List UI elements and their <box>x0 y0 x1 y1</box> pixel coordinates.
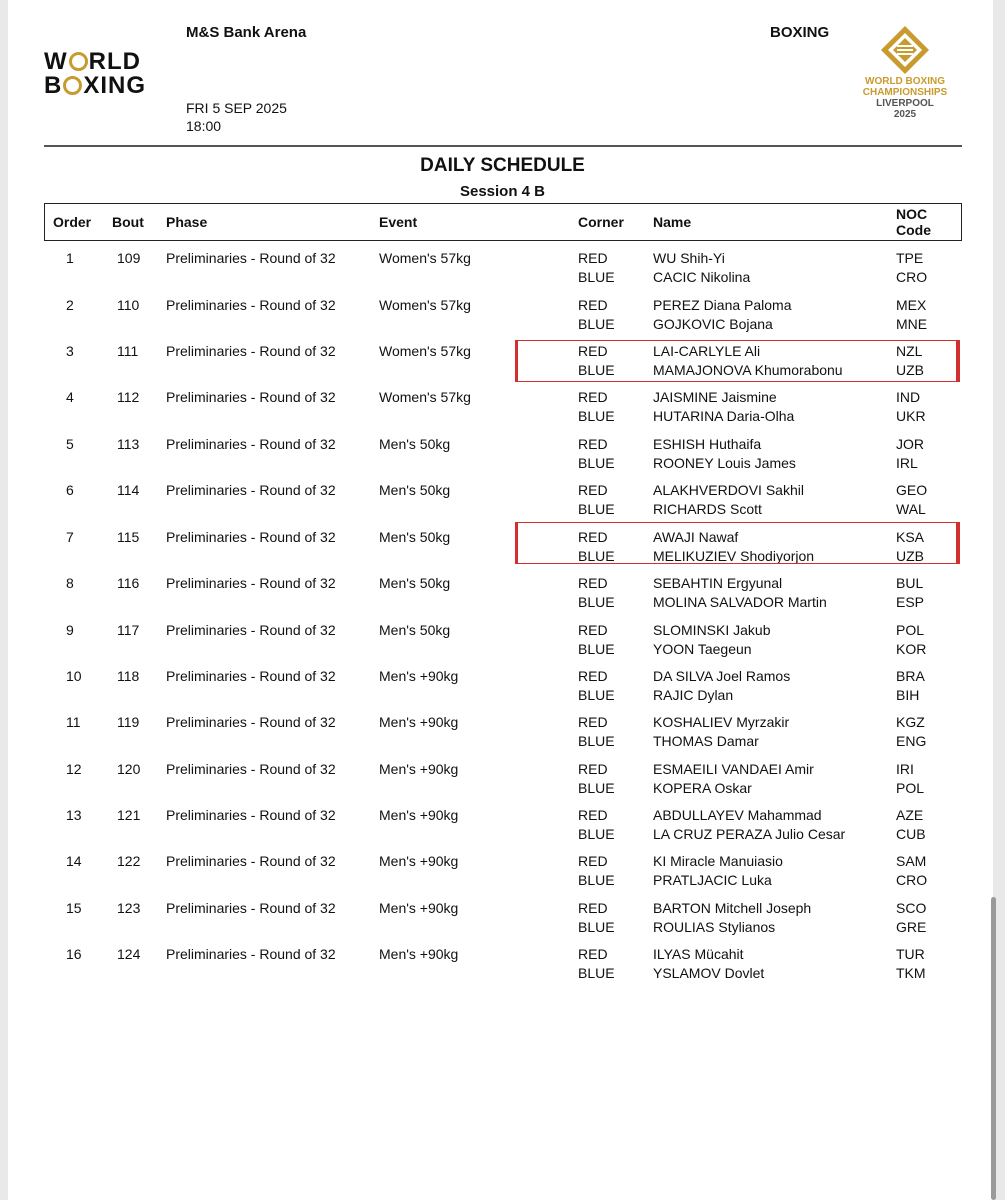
bout-cell: 122 <box>117 853 141 869</box>
blue-boxer-name: YOON Taegeun <box>653 641 752 657</box>
blue-corner: BLUE <box>578 362 615 378</box>
red-noc-code: IRI <box>896 761 914 777</box>
sport-name: BOXING <box>770 24 830 41</box>
bout-cell: 120 <box>117 761 141 777</box>
event-cell: Men's +90kg <box>379 807 459 823</box>
phase-cell: Preliminaries - Round of 32 <box>166 250 336 266</box>
ring-icon <box>69 52 88 71</box>
col-code: Code <box>896 222 931 238</box>
red-boxer-name: SLOMINSKI Jakub <box>653 622 771 638</box>
red-noc-code: BUL <box>896 575 924 591</box>
phase-cell: Preliminaries - Round of 32 <box>166 622 336 638</box>
red-boxer-name: ESMAEILI VANDAEI Amir <box>653 761 814 777</box>
championships-logo: WORLD BOXING CHAMPIONSHIPS LIVERPOOL 2025 <box>845 24 965 120</box>
phase-cell: Preliminaries - Round of 32 <box>166 900 336 916</box>
bout-cell: 123 <box>117 900 141 916</box>
order-cell: 2 <box>66 297 74 313</box>
red-noc-code: TPE <box>896 250 924 266</box>
order-cell: 15 <box>66 900 82 916</box>
phase-cell: Preliminaries - Round of 32 <box>166 343 336 359</box>
event-cell: Men's +90kg <box>379 668 459 684</box>
table-row <box>0 853 1005 893</box>
event-cell: Men's +90kg <box>379 761 459 777</box>
order-cell: 3 <box>66 343 74 359</box>
col-order: Order <box>53 214 92 230</box>
col-corner: Corner <box>578 214 624 230</box>
order-cell: 1 <box>66 250 74 266</box>
table-row <box>0 389 1005 429</box>
blue-boxer-name: YSLAMOV Dovlet <box>653 965 765 981</box>
blue-boxer-name: GOJKOVIC Bojana <box>653 316 773 332</box>
red-boxer-name: PEREZ Diana Paloma <box>653 297 792 313</box>
order-cell: 8 <box>66 575 74 591</box>
red-boxer-name: WU Shih-Yi <box>653 250 725 266</box>
table-row <box>0 900 1005 940</box>
bout-cell: 121 <box>117 807 141 823</box>
order-cell: 12 <box>66 761 82 777</box>
blue-noc-code: UZB <box>896 548 924 564</box>
phase-cell: Preliminaries - Round of 32 <box>166 575 336 591</box>
blue-noc-code: IRL <box>896 455 918 471</box>
red-corner: RED <box>578 529 608 545</box>
order-cell: 11 <box>66 714 81 730</box>
blue-boxer-name: HUTARINA Daria-Olha <box>653 408 795 424</box>
blue-noc-code: BIH <box>896 687 920 703</box>
col-name: Name <box>653 214 692 230</box>
table-row <box>0 946 1005 986</box>
session-label: Session 4 B <box>459 183 546 200</box>
order-cell: 9 <box>66 622 74 638</box>
blue-noc-code: CRO <box>896 269 928 285</box>
red-boxer-name: AWAJI Nawaf <box>653 529 739 545</box>
red-corner: RED <box>578 622 608 638</box>
phase-cell: Preliminaries - Round of 32 <box>166 761 336 777</box>
red-corner: RED <box>578 389 608 405</box>
red-noc-code: KSA <box>896 529 925 545</box>
phase-cell: Preliminaries - Round of 32 <box>166 482 336 498</box>
blue-corner: BLUE <box>578 826 615 842</box>
header-divider <box>44 145 962 147</box>
red-boxer-name: LAI-CARLYLE Ali <box>653 343 761 359</box>
red-corner: RED <box>578 297 608 313</box>
blue-corner: BLUE <box>578 316 615 332</box>
event-cell: Women's 57kg <box>379 343 471 359</box>
bout-cell: 115 <box>117 529 140 545</box>
blue-boxer-name: RAJIC Dylan <box>653 687 734 703</box>
event-cell: Men's 50kg <box>379 575 451 591</box>
col-noc: NOC <box>896 206 928 222</box>
red-boxer-name: ABDULLAYEV Mahammad <box>653 807 822 823</box>
blue-noc-code: CRO <box>896 872 928 888</box>
blue-corner: BLUE <box>578 965 615 981</box>
blue-boxer-name: KOPERA Oskar <box>653 780 752 796</box>
blue-noc-code: CUB <box>896 826 926 842</box>
red-noc-code: BRA <box>896 668 925 684</box>
red-noc-code: TUR <box>896 946 925 962</box>
red-noc-code: MEX <box>896 297 927 313</box>
red-boxer-name: KOSHALIEV Myrzakir <box>653 714 790 730</box>
red-boxer-name: ESHISH Huthaifa <box>653 436 762 452</box>
red-corner: RED <box>578 436 608 452</box>
bout-cell: 113 <box>117 436 140 452</box>
red-boxer-name: SEBAHTIN Ergyunal <box>653 575 783 591</box>
blue-boxer-name: ROONEY Louis James <box>653 455 796 471</box>
blue-boxer-name: PRATLJACIC Luka <box>653 872 772 888</box>
championships-emblem-icon <box>879 24 931 76</box>
bout-cell: 111 <box>117 343 139 359</box>
event-cell: Men's 50kg <box>379 622 451 638</box>
phase-cell: Preliminaries - Round of 32 <box>166 807 336 823</box>
red-corner: RED <box>578 343 608 359</box>
phase-cell: Preliminaries - Round of 32 <box>166 529 336 545</box>
blue-noc-code: POL <box>896 780 925 796</box>
event-cell: Men's 50kg <box>379 529 451 545</box>
red-corner: RED <box>578 250 608 266</box>
blue-corner: BLUE <box>578 594 615 610</box>
red-noc-code: JOR <box>896 436 924 452</box>
phase-cell: Preliminaries - Round of 32 <box>166 853 336 869</box>
red-noc-code: POL <box>896 622 925 638</box>
phase-cell: Preliminaries - Round of 32 <box>166 714 336 730</box>
order-cell: 7 <box>66 529 74 545</box>
red-boxer-name: ALAKHVERDOVI Sakhil <box>653 482 804 498</box>
red-corner: RED <box>578 946 608 962</box>
blue-noc-code: GRE <box>896 919 927 935</box>
venue-name: M&S Bank Arena <box>186 24 307 41</box>
red-boxer-name: ILYAS Mücahit <box>653 946 744 962</box>
red-corner: RED <box>578 900 608 916</box>
event-cell: Women's 57kg <box>379 250 471 266</box>
red-corner: RED <box>578 761 608 777</box>
event-cell: Men's +90kg <box>379 714 459 730</box>
blue-noc-code: TKM <box>896 965 926 981</box>
blue-corner: BLUE <box>578 641 615 657</box>
order-cell: 14 <box>66 853 82 869</box>
red-noc-code: AZE <box>896 807 924 823</box>
event-cell: Women's 57kg <box>379 389 471 405</box>
table-row <box>0 761 1005 801</box>
red-boxer-name: JAISMINE Jaismine <box>653 389 777 405</box>
blue-corner: BLUE <box>578 455 615 471</box>
table-row <box>0 482 1005 522</box>
table-row <box>0 575 1005 615</box>
table-row <box>0 436 1005 476</box>
order-cell: 4 <box>66 389 74 405</box>
blue-noc-code: KOR <box>896 641 927 657</box>
order-cell: 16 <box>66 946 82 962</box>
blue-corner: BLUE <box>578 733 615 749</box>
bout-cell: 112 <box>117 389 140 405</box>
red-boxer-name: BARTON Mitchell Joseph <box>653 900 812 916</box>
blue-noc-code: UZB <box>896 362 924 378</box>
blue-noc-code: ESP <box>896 594 925 610</box>
blue-corner: BLUE <box>578 919 615 935</box>
bout-cell: 116 <box>117 575 140 591</box>
bout-cell: 124 <box>117 946 141 962</box>
blue-boxer-name: RICHARDS Scott <box>653 501 762 517</box>
ring-icon <box>63 76 82 95</box>
red-noc-code: SCO <box>896 900 927 916</box>
event-cell: Men's +90kg <box>379 946 459 962</box>
bout-cell: 109 <box>117 250 141 266</box>
blue-noc-code: ENG <box>896 733 927 749</box>
blue-boxer-name: LA CRUZ PERAZA Julio Cesar <box>653 826 846 842</box>
table-row <box>0 250 1005 290</box>
red-boxer-name: DA SILVA Joel Ramos <box>653 668 791 684</box>
table-row <box>0 714 1005 754</box>
event-time: 18:00 <box>186 118 222 134</box>
red-corner: RED <box>578 714 608 730</box>
phase-cell: Preliminaries - Round of 32 <box>166 946 336 962</box>
blue-noc-code: WAL <box>896 501 926 517</box>
red-noc-code: SAM <box>896 853 927 869</box>
blue-boxer-name: MELIKUZIEV Shodiyorjon <box>653 548 815 564</box>
phase-cell: Preliminaries - Round of 32 <box>166 389 336 405</box>
order-cell: 13 <box>66 807 82 823</box>
bout-cell: 114 <box>117 482 140 498</box>
blue-corner: BLUE <box>578 548 615 564</box>
highlight-box <box>515 340 960 382</box>
table-row <box>0 297 1005 337</box>
world-boxing-logo: W RLD B XING <box>44 48 147 99</box>
table-row <box>0 807 1005 847</box>
blue-noc-code: UKR <box>896 408 926 424</box>
order-cell: 6 <box>66 482 74 498</box>
event-cell: Men's 50kg <box>379 482 451 498</box>
blue-corner: BLUE <box>578 780 615 796</box>
red-noc-code: NZL <box>896 343 923 359</box>
highlight-box <box>515 522 960 564</box>
blue-boxer-name: MAMAJONOVA Khumorabonu <box>653 362 843 378</box>
red-corner: RED <box>578 853 608 869</box>
col-bout: Bout <box>112 214 144 230</box>
red-noc-code: IND <box>896 389 921 405</box>
red-corner: RED <box>578 807 608 823</box>
event-cell: Men's 50kg <box>379 436 451 452</box>
red-noc-code: GEO <box>896 482 928 498</box>
order-cell: 5 <box>66 436 74 452</box>
bout-cell: 110 <box>117 297 140 313</box>
event-cell: Women's 57kg <box>379 297 471 313</box>
table-header <box>44 203 962 241</box>
red-boxer-name: KI Miracle Manuiasio <box>653 853 783 869</box>
red-noc-code: KGZ <box>896 714 925 730</box>
event-cell: Men's +90kg <box>379 853 459 869</box>
bout-cell: 119 <box>117 714 140 730</box>
event-cell: Men's +90kg <box>379 900 459 916</box>
col-phase: Phase <box>166 214 208 230</box>
blue-corner: BLUE <box>578 687 615 703</box>
table-row <box>0 622 1005 662</box>
blue-noc-code: MNE <box>896 316 928 332</box>
table-row <box>0 668 1005 708</box>
blue-boxer-name: THOMAS Damar <box>653 733 759 749</box>
scrollbar[interactable] <box>991 897 996 1200</box>
phase-cell: Preliminaries - Round of 32 <box>166 668 336 684</box>
blue-boxer-name: CACIC Nikolina <box>653 269 751 285</box>
page-title: DAILY SCHEDULE <box>420 155 585 176</box>
blue-corner: BLUE <box>578 269 615 285</box>
blue-boxer-name: MOLINA SALVADOR Martin <box>653 594 827 610</box>
blue-corner: BLUE <box>578 408 615 424</box>
bout-cell: 118 <box>117 668 140 684</box>
red-corner: RED <box>578 575 608 591</box>
order-cell: 10 <box>66 668 82 684</box>
event-date: FRI 5 SEP 2025 <box>186 100 287 116</box>
col-event: Event <box>379 214 418 230</box>
blue-corner: BLUE <box>578 501 615 517</box>
bout-cell: 117 <box>117 622 140 638</box>
phase-cell: Preliminaries - Round of 32 <box>166 297 336 313</box>
red-corner: RED <box>578 482 608 498</box>
blue-boxer-name: ROULIAS Stylianos <box>653 919 776 935</box>
phase-cell: Preliminaries - Round of 32 <box>166 436 336 452</box>
red-corner: RED <box>578 668 608 684</box>
blue-corner: BLUE <box>578 872 615 888</box>
